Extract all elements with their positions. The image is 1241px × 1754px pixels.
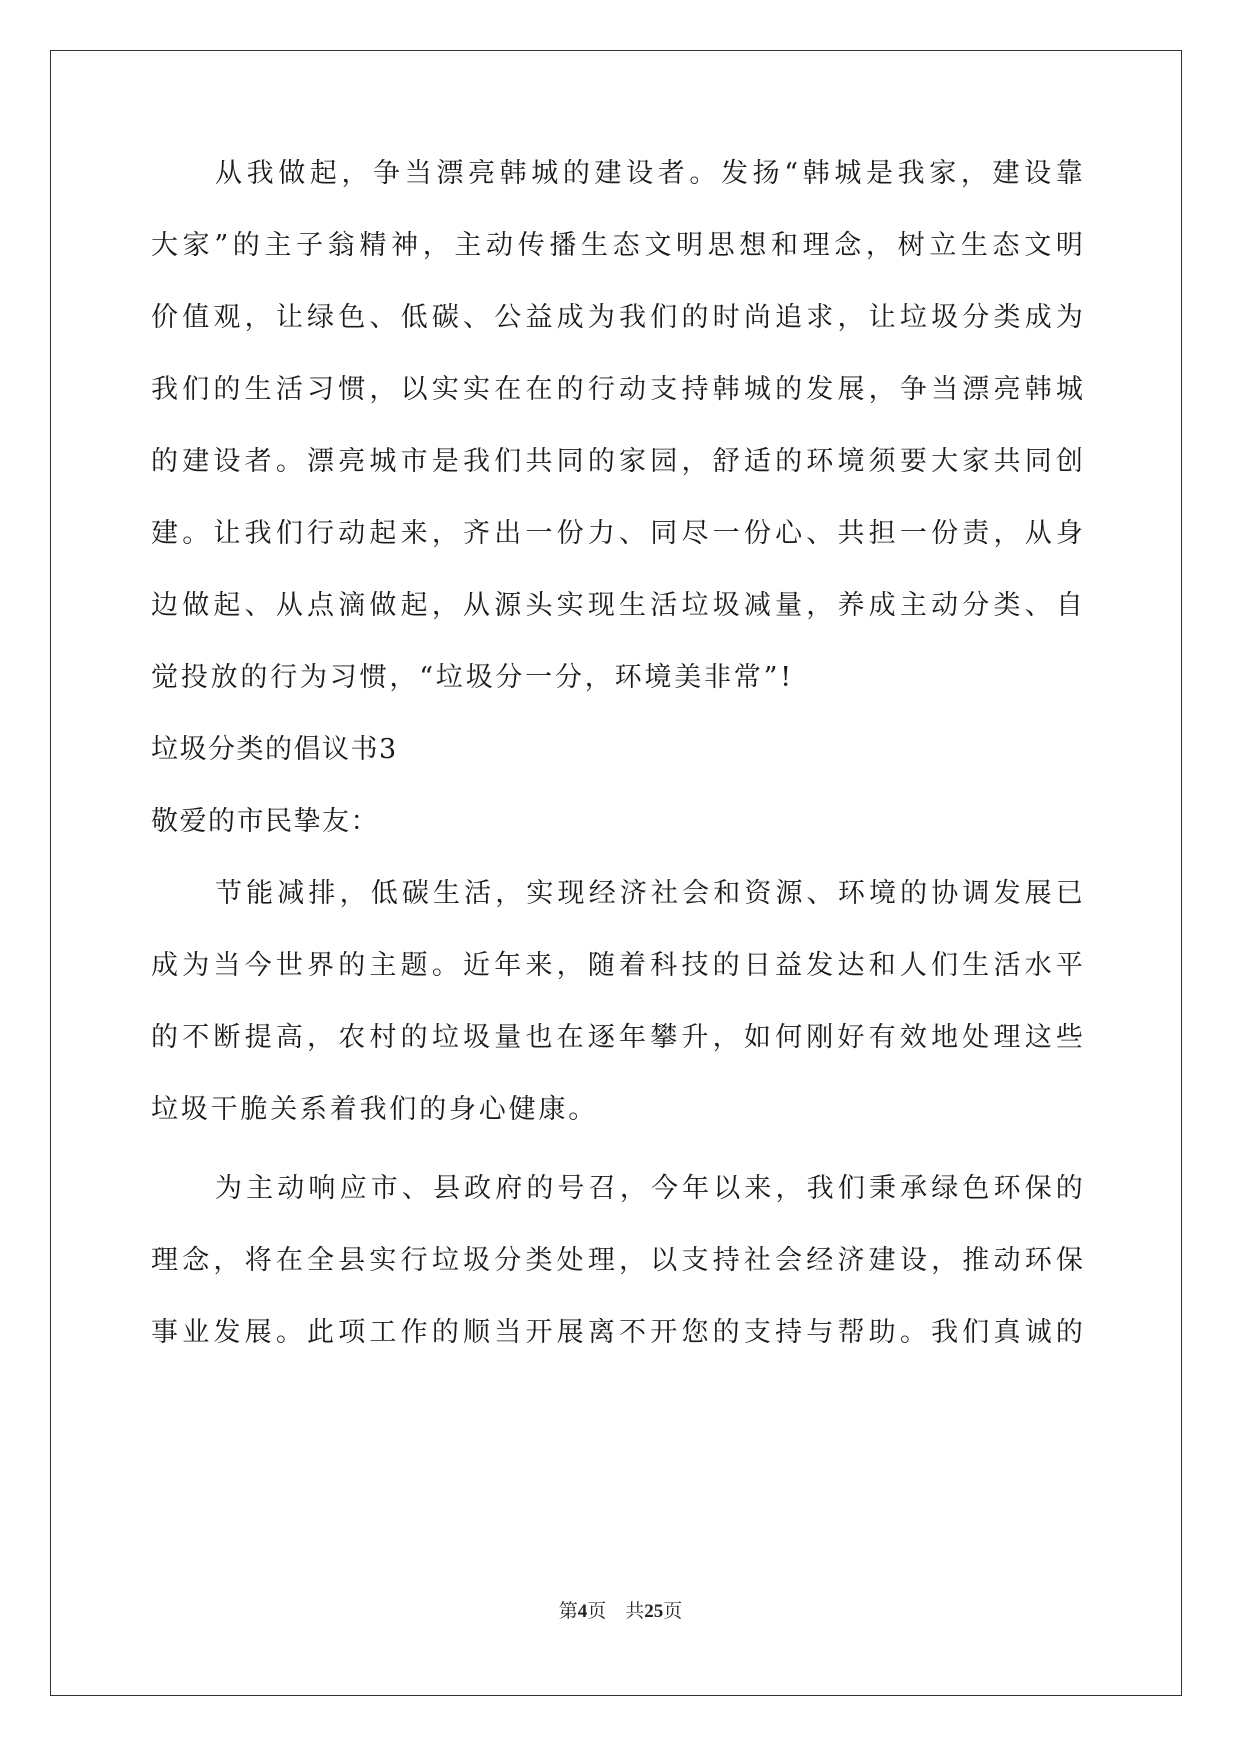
paragraph-line: 为 主 动 响 应 市 、 县 政 府 的 号 召 ， 今 年 以 来 ， 我 们 秉 承 绿 色 环 保 的 [215, 1173, 1083, 1204]
page-footer [0, 1596, 1241, 1623]
page-border [50, 50, 1182, 1696]
paragraph-line: 价 值 观 ， 让 绿 色 、 低 碳 、 公 益 成 为 我 们 的 时 尚 追 求 ， 让 垃 圾 分 类 成 为 [151, 302, 1083, 333]
paragraph-line: 建 。 让 我 们 行 动 起 来 ， 齐 出 一 份 力 、 同 尽 一 份 心 、 共 担 一 份 责 ， 从 身 [151, 518, 1083, 549]
page-label-suffix: 页 [587, 1601, 607, 1622]
salutation: 敬爱的市民挚友： [151, 806, 379, 837]
paragraph-line: 我 们 的 生 活 习 惯 ， 以 实 实 在 在 的 行 动 支 持 韩 城 的 发 展 ， 争 当 漂 亮 韩 城 [151, 374, 1083, 405]
total-label-prefix: 共 [625, 1601, 645, 1622]
total-label-suffix: 页 [663, 1601, 683, 1622]
paragraph-line: 事 业 发 展 。 此 项 工 作 的 顺 当 开 展 离 不 开 您 的 支 持 与 帮 助 。 我 们 真 诚 的 [151, 1317, 1083, 1348]
total-pages: 25 [644, 1601, 664, 1622]
paragraph-line: 大 家 ” 的 主 子 翁 精 神 ， 主 动 传 播 生 态 文 明 思 想 和 理 念 ， 树 立 生 态 文 明 [151, 230, 1083, 261]
paragraph-line: 边 做 起 、 从 点 滴 做 起 ， 从 源 头 实 现 生 活 垃 圾 减 量 ， 养 成 主 动 分 类 、 自 [151, 590, 1083, 621]
paragraph-line: 理 念 ， 将 在 全 县 实 行 垃 圾 分 类 处 理 ， 以 支 持 社 会 经 济 建 设 ， 推 动 环 保 [151, 1245, 1083, 1276]
paragraph-line: 成 为 当 今 世 界 的 主 题 。 近 年 来 ， 随 着 科 技 的 日 益 发 达 和 人 们 生 活 水 平 [151, 950, 1083, 981]
paragraph-line: 的 不 断 提 高 ， 农 村 的 垃 圾 量 也 在 逐 年 攀 升 ， 如 何 刚 好 有 效 地 处 理 这 些 [151, 1022, 1083, 1053]
paragraph-line: 从 我 做 起 ， 争 当 漂 亮 韩 城 的 建 设 者 。 发 扬 “ 韩 城 是 我 家 ， 建 设 靠 [215, 158, 1083, 189]
page-label-prefix: 第 [558, 1601, 578, 1622]
paragraph-line: 节 能 减 排 ， 低 碳 生 活 ， 实 现 经 济 社 会 和 资 源 、 环 境 的 协 调 发 展 已 [215, 878, 1083, 909]
section-heading: 垃圾分类的倡议书3 [151, 734, 398, 765]
paragraph-line: 的 建 设 者 。 漂 亮 城 市 是 我 们 共 同 的 家 园 ， 舒 适 的 环 境 须 要 大 家 共 同 创 [151, 446, 1083, 477]
paragraph-line: 垃圾干脆关系着我们的身心健康。 [151, 1094, 598, 1125]
page-number: 4 [577, 1601, 588, 1622]
paragraph-line: 觉投放的行为习惯，“垃圾分一分，环境美非常”! [151, 662, 794, 693]
